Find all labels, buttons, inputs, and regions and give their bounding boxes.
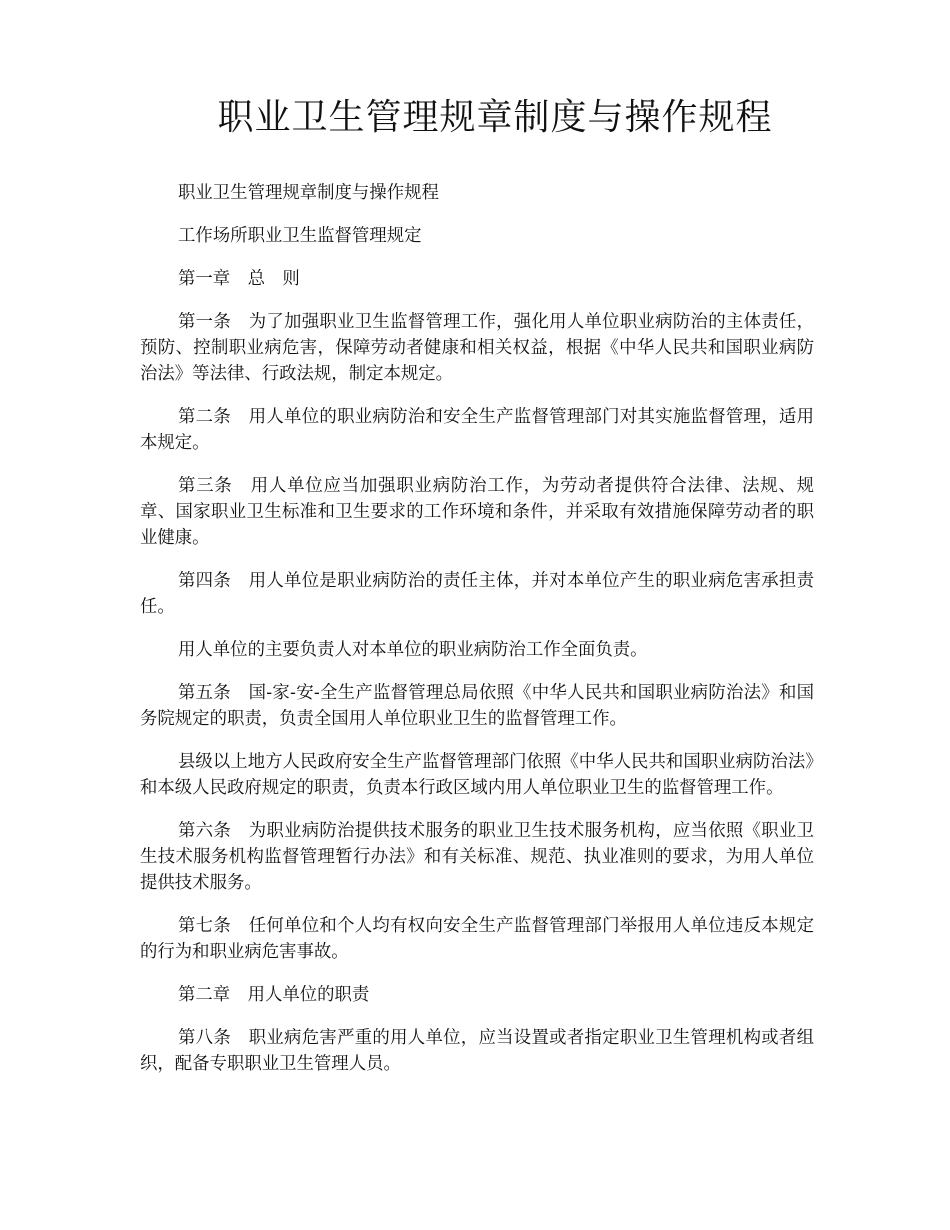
- article-7: 第七条 任何单位和个人均有权向安全生产监督管理部门举报用人单位违反本规定的行为和职业病危害事故。: [140, 916, 814, 962]
- article-3: 第三条 用人单位应当加强职业病防治工作，为劳动者提供符合法律、法规、规章、国家职业卫生标准和卫生要求的工作环境和条件，并采取有效措施保障劳动者的职业健康。: [140, 476, 814, 548]
- paragraph-regulation-name: 工作场所职业卫生监督管理规定: [178, 226, 422, 246]
- article-4-clause-2: 用人单位的主要负责人对本单位的职业病防治工作全面负责。: [178, 640, 648, 660]
- article-8: 第八条 职业病危害严重的用人单位，应当设置或者指定职业卫生管理机构或者组织，配备专职职业卫生管理人员。: [140, 1028, 814, 1074]
- article-4: 第四条 用人单位是职业病防治的责任主体，并对本单位产生的职业病危害承担责任。: [140, 571, 814, 617]
- chapter-heading-1: 第一章 总 则: [178, 269, 300, 289]
- article-6: 第六条 为职业病防治提供技术服务的职业卫生技术服务机构，应当依照《职业卫生技术服务机构监督管理暂行办法》和有关标准、规范、执业准则的要求，为用人单位提供技术服务。: [140, 821, 814, 893]
- article-2: 第二条 用人单位的职业病防治和安全生产监督管理部门对其实施监督管理，适用本规定。: [140, 407, 814, 453]
- document-title: 职业卫生管理规章制度与操作规程: [217, 97, 773, 138]
- chapter-heading-2: 第二章 用人单位的职责: [178, 985, 370, 1005]
- paragraph-subtitle: 职业卫生管理规章制度与操作规程: [178, 183, 439, 203]
- article-5: 第五条 国-家-安-全生产监督管理总局依照《中华人民共和国职业病防治法》和国务院规定的职责，负责全国用人单位职业卫生的监督管理工作。: [140, 683, 814, 729]
- article-5-clause-2: 县级以上地方人民政府安全生产监督管理部门依照《中华人民共和国职业病防治法》和本级人民政府规定的职责，负责本行政区域内用人单位职业卫生的监督管理工作。: [140, 752, 814, 798]
- article-1: 第一条 为了加强职业卫生监督管理工作，强化用人单位职业病防治的主体责任，预防、控制职业病危害，保障劳动者健康和相关权益，根据《中华人民共和国职业病防治法》等法律、行政法规，制定本规定。: [140, 312, 814, 384]
- document-body: [140, 180, 814, 1094]
